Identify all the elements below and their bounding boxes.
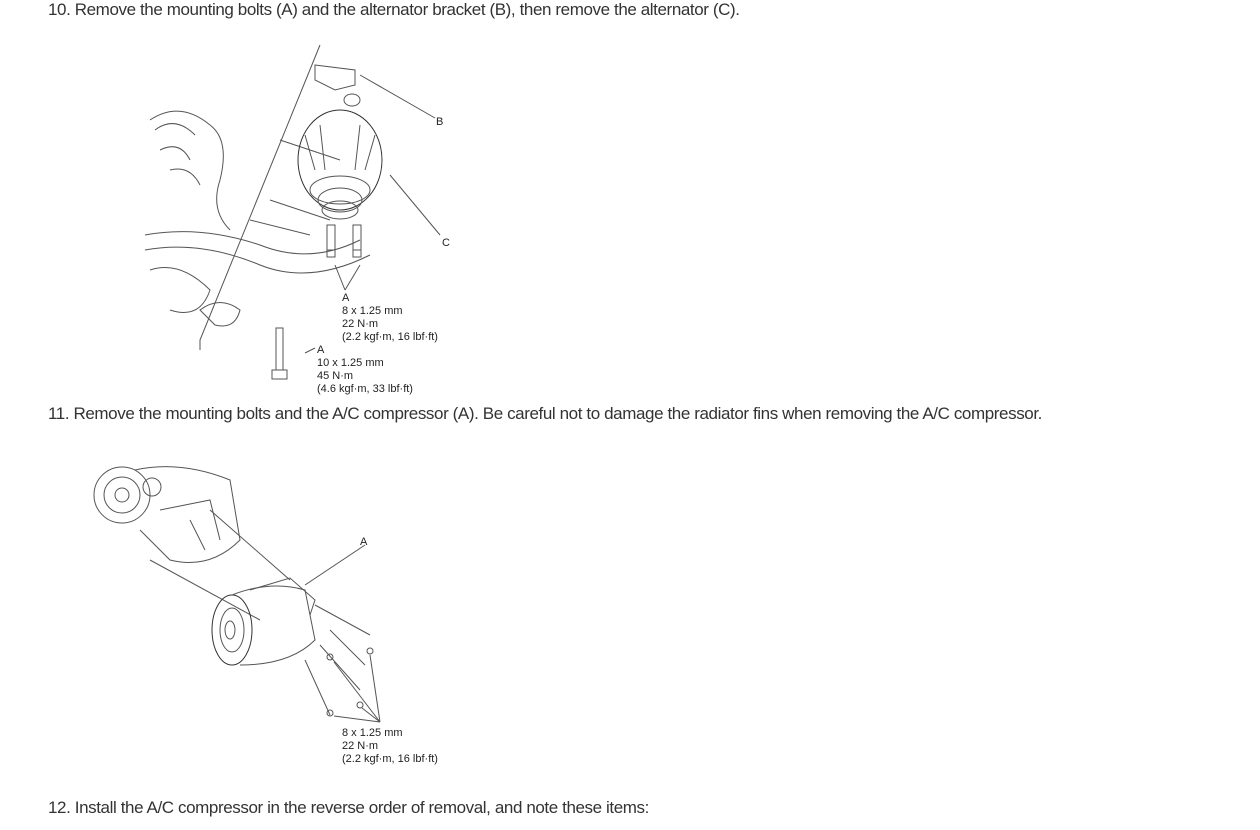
label-c: C — [442, 237, 450, 249]
bolt-a-10mm-callout — [317, 344, 413, 396]
bolt-torque: 22 N·m — [342, 740, 379, 752]
bolt-letter: A — [317, 344, 325, 356]
step-11-instruction: 11. Remove the mounting bolts and the A/C compressor (A). Be careful not to damage the radiator fins when removing the A/C compressor. — [48, 404, 1043, 423]
bolt-size: 8 x 1.25 mm — [342, 305, 403, 317]
bolt-torque-alt: (2.2 kgf·m, 16 lbf·ft) — [342, 753, 438, 765]
label-a: A — [360, 536, 368, 548]
alternator-removal-illustration — [140, 40, 480, 400]
bolt-size: 10 x 1.25 mm — [317, 357, 384, 369]
ac-compressor-removal-illustration — [90, 450, 470, 770]
bolt-letter: A — [342, 292, 350, 304]
bolt-a-8mm-callout — [342, 292, 438, 344]
bolt-torque-alt: (2.2 kgf·m, 16 lbf·ft) — [342, 331, 438, 343]
label-b: B — [436, 116, 444, 128]
step-10-instruction: 10. Remove the mounting bolts (A) and the alternator bracket (B), then remove the alternator (C). — [48, 0, 740, 19]
compressor-bolt-callout — [342, 727, 438, 766]
bolt-size: 8 x 1.25 mm — [342, 727, 403, 739]
bolt-torque-alt: (4.6 kgf·m, 33 lbf·ft) — [317, 383, 413, 395]
bolt-torque: 45 N·m — [317, 370, 354, 382]
bolt-torque: 22 N·m — [342, 318, 379, 330]
step-12-instruction: 12. Install the A/C compressor in the reverse order of removal, and note these items: — [48, 798, 649, 817]
